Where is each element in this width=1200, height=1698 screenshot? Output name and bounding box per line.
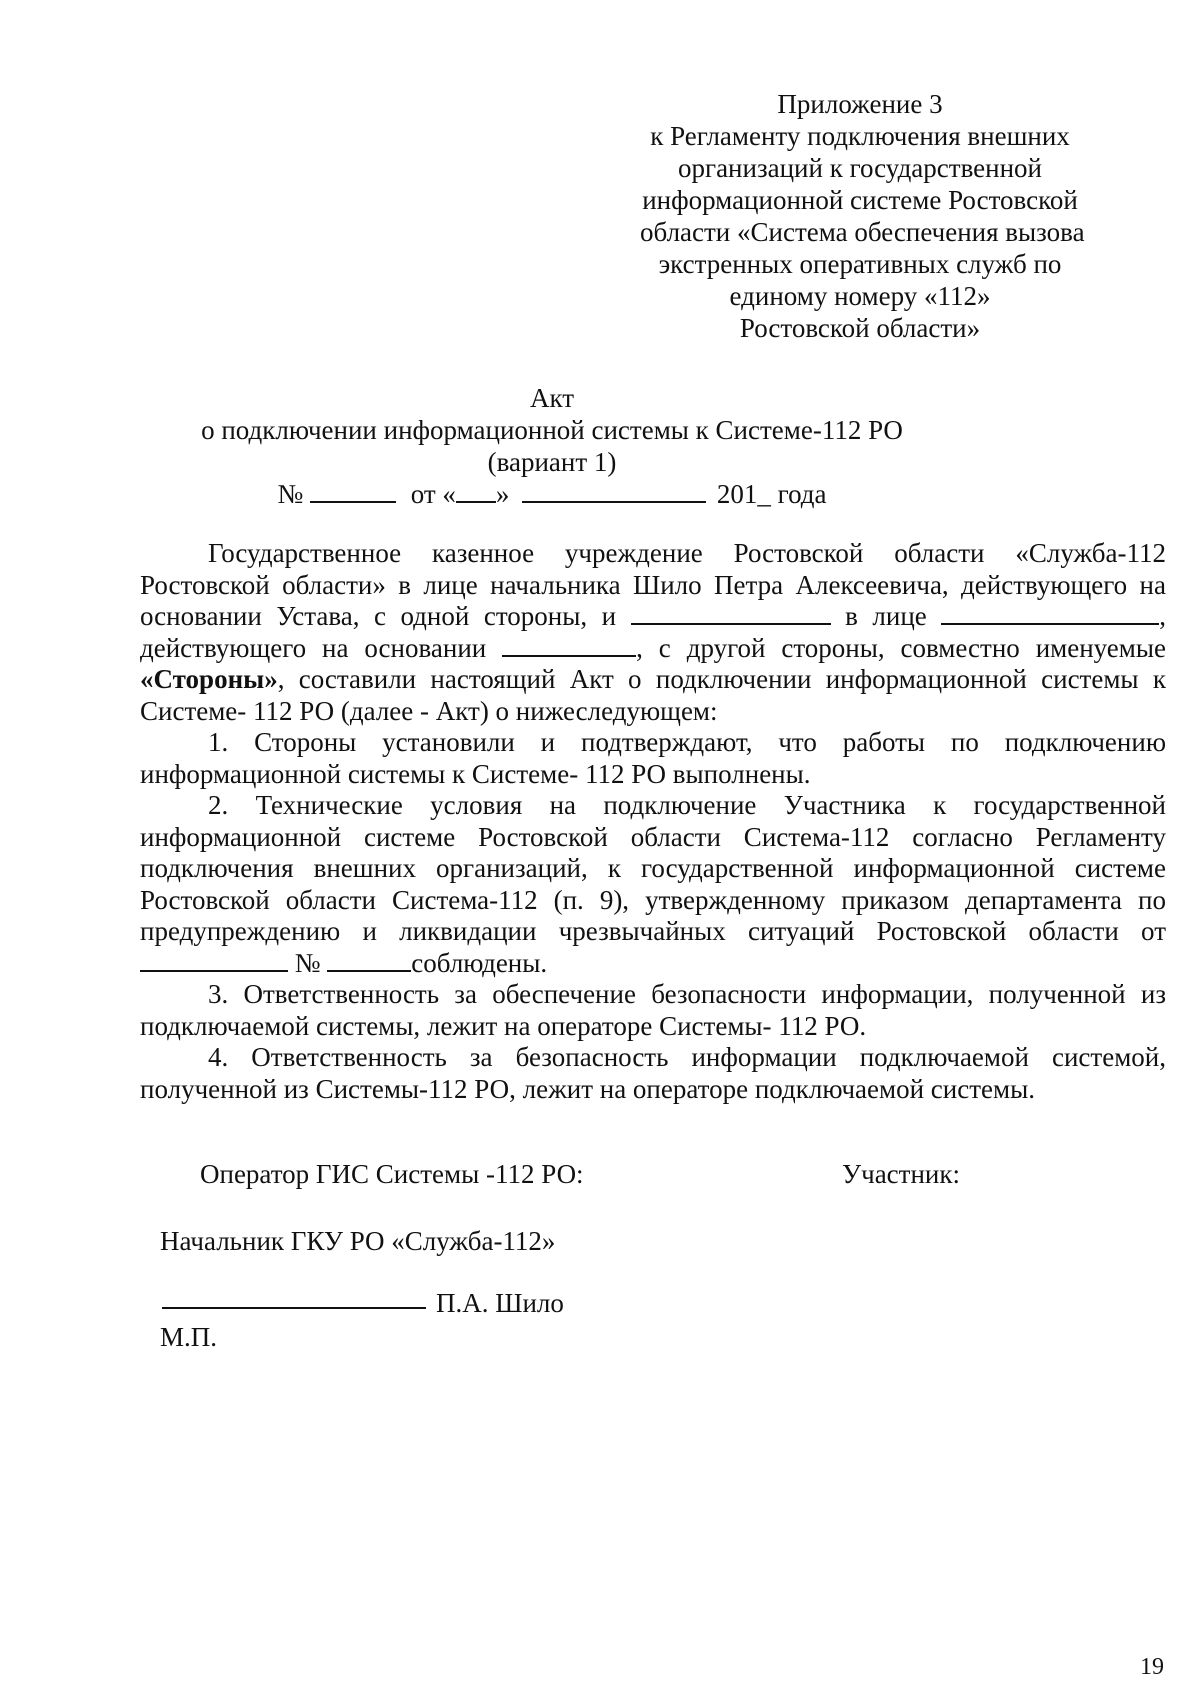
appendix-line: Приложение 3: [777, 89, 943, 119]
from-word: от «: [410, 479, 456, 509]
signature-line[interactable]: [162, 1306, 426, 1309]
appendix-line: области «Система обеспечения вызова: [640, 217, 1085, 247]
act-number-line: [0, 478, 1104, 510]
basis-blank[interactable]: [502, 633, 636, 657]
act-heading: [0, 382, 1104, 510]
month-blank[interactable]: [522, 479, 706, 503]
order-number-sign: №: [294, 947, 321, 978]
participant-label: Участник:: [842, 1159, 960, 1189]
act-variant: (вариант 1): [487, 447, 617, 477]
intro-text-3: ,: [1159, 601, 1167, 631]
act-title: Акт: [529, 383, 575, 413]
order-date-blank[interactable]: [140, 948, 288, 972]
intro-paragraph: [140, 538, 1166, 727]
appendix-line: экстренных оперативных служб по: [658, 249, 1062, 279]
number-blank[interactable]: [310, 479, 396, 503]
appendix-line: единому номеру «112»: [729, 281, 991, 311]
signer-name: П.А. Шило: [436, 1288, 564, 1318]
number-sign: №: [277, 479, 304, 509]
intro-text-4: действующего на основании: [140, 632, 487, 663]
appendix-line: информационной системе Ростовской: [642, 185, 1078, 215]
representative-blank[interactable]: [941, 601, 1159, 625]
item-2-end: соблюдены.: [411, 947, 548, 978]
item-2: [140, 790, 1166, 979]
intro-text-5: , с другой стороны, совместно именуемые: [636, 632, 1166, 663]
appendix-line: организаций к государственной: [678, 153, 1042, 183]
intro-text-2: в лице: [845, 601, 927, 631]
parties-term: «Стороны»: [140, 664, 278, 694]
item-3: 3. Ответственность за обеспечение безопасности информации, полученной из подключаемой системы, лежит на операторе Системы- 112 РО.: [140, 979, 1166, 1041]
item-2-text: 2. Технические условия на подключение Участника к государственной информационной системе Ростовской области Система-112 согласно Регламенту подключения внешних организаций, к государственной информационной системе Ростовской области Система-112 (п. 9), утвержденному приказом департамента по предупреждению и ликвидации чрезвычайных ситуаций Ростовской области от: [140, 790, 1166, 946]
day-blank[interactable]: [456, 479, 496, 503]
item-1: 1. Стороны установили и подтверждают, что работы по подключению информационной системы к Системе- 112 РО выполнены.: [140, 727, 1166, 789]
stamp-place: М.П.: [160, 1322, 218, 1352]
operator-label: Оператор ГИС Системы -112 РО:: [200, 1159, 584, 1189]
chief-title: Начальник ГКУ РО «Служба-112»: [160, 1226, 556, 1256]
appendix-header: [640, 88, 1085, 344]
close-quote: »: [495, 479, 510, 509]
item-4: 4. Ответственность за безопасность информации подключаемой системой, полученной из Системы-112 РО, лежит на операторе подключаемой системы.: [140, 1042, 1166, 1104]
appendix-line: к Регламенту подключения внешних: [650, 121, 1070, 151]
page-number: 19: [1140, 1654, 1164, 1680]
party-blank[interactable]: [631, 601, 831, 625]
year: 201_ года: [716, 479, 827, 509]
intro-text-6: , составили настоящий Акт о подключении информационной системы к Системе- 112 РО (далее - Акт) о нижеследующем:: [140, 664, 1166, 726]
order-number-blank[interactable]: [327, 948, 411, 972]
act-body: [140, 538, 1166, 1105]
appendix-line: Ростовской области»: [739, 313, 981, 343]
intro-text-1: Государственное казенное учреждение Ростовской области «Служба-112 Ростовской области» в лице начальника Шило Петра Алексеевича, действующего на основании Устава, с одной стороны, и: [140, 538, 1166, 631]
act-subtitle: о подключении информационной системы к Системе-112 РО: [201, 415, 903, 445]
